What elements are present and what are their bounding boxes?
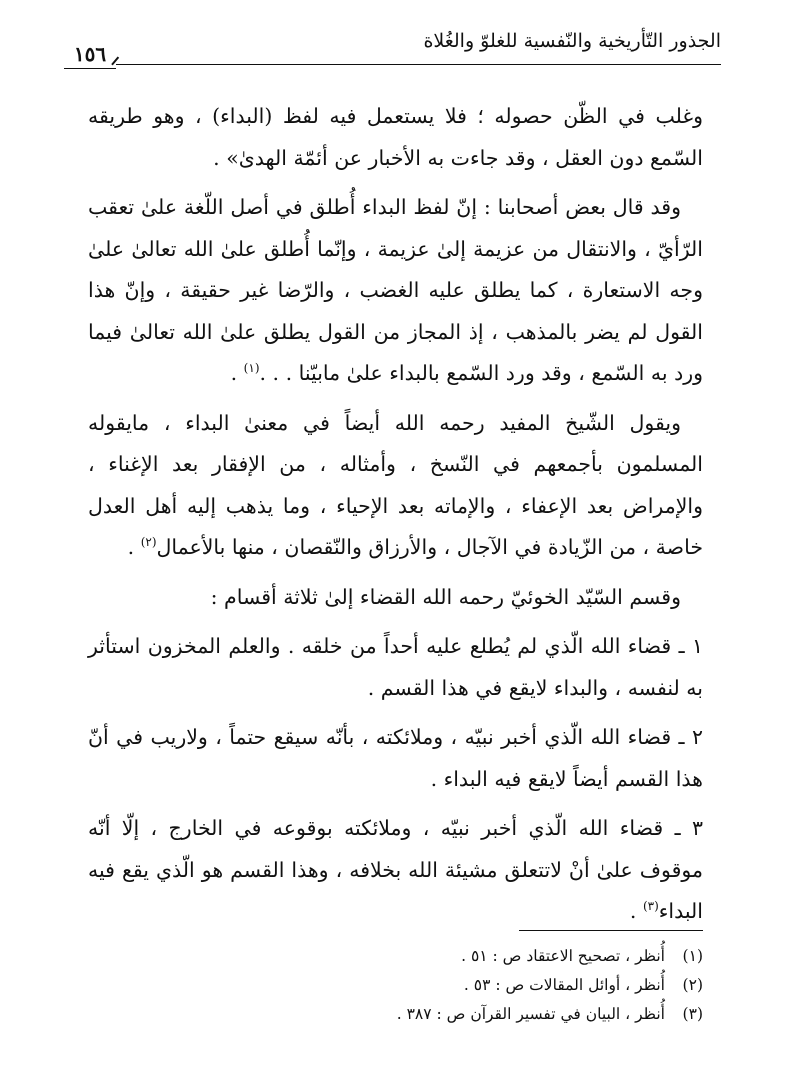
paragraph-text: وغلب في الظّن حصوله ؛ فلا يستعمل فيه لفظ (البداء) ، وهو طريقه السّمع دون العقل ، وقد جاءت به الأخبار عن أئمّة الهدىٰ» .	[88, 104, 703, 170]
list-item	[88, 626, 703, 709]
footnote-number: (٢)	[682, 976, 703, 994]
list-item-text: ٣ ـ قضاء الله الّذي أخبر نبيّه ، وملائكته بوقوعه في الخارج ، إلّا أنّه موقوف علىٰ أنْ لاتتعلق مشيئة الله بخلافه ، وهذا القسم هو الّذي يقع فيه البداء	[88, 816, 703, 923]
footnote-text: أُنظر ، أوائل المقالات ص : ٥٣ .	[463, 976, 665, 994]
page-number: ١٥٦	[64, 42, 116, 69]
footnote-number: (٣)	[682, 1005, 703, 1023]
list-item-text: ٢ ـ قضاء الله الّذي أخبر نبيّه ، وملائكته ، بأنّه سيقع حتماً ، ولاريب في أنّ هذا القسم أيضاً لايقع فيه البداء .	[88, 725, 703, 791]
running-title: الجذور التّأريخية والنّفسية للغلوّ والغُلاة	[423, 30, 721, 52]
footnote-ref: (٢)	[140, 535, 157, 550]
list-item	[88, 717, 703, 800]
footnote	[88, 971, 703, 1000]
header-rule	[116, 64, 721, 65]
footnote-rule	[519, 930, 703, 931]
paragraph	[88, 96, 703, 179]
footnotes	[88, 942, 703, 1029]
paragraph: ويقول الشّيخ المفيد رحمه الله أيضاً في معنىٰ البداء ، مايقوله المسلمون بأجمعهم في النّسخ ، وأمثاله ، من الإفقار بعد الإغناء ، والإمراض بعد الإعفاء ، والإماته بعد الإحياء ، وما يذهب إليه أهل العدل خاصة ، من الزّيادة في الآجال ، والأرزاق والنّقصان ، منها بالأعمال$^{(٢)}$ .	[88, 410, 703, 559]
page-header	[60, 28, 721, 74]
footnote	[88, 942, 703, 971]
paragraph: وقد قال بعض أصحابنا : إنّ لفظ البداء أُطلق في أصل اللّغة علىٰ تعقب الرّأيّ ، والانتقال من عزيمة إلىٰ عزيمة ، وإنّما أُطلق علىٰ الله تعالىٰ علىٰ وجه الاستعارة ، كما يطلق عليه الغضب ، والرّضا غير حقيقة ، وإنّ هذا القول لم يضر بالمذهب ، إذ المجاز من القول يطلق علىٰ الله تعالىٰ فيما ورد به السّمع ، وقد ورد السّمع بالبداء علىٰ مابيّنا . . .$^{(١)}$ .	[88, 195, 703, 385]
body-text	[88, 96, 703, 941]
footnote-number: (١)	[682, 947, 703, 965]
footnote-text: أُنظر ، تصحيح الاعتقاد ص : ٥١ .	[461, 947, 665, 965]
paragraph-text: ويقول الشّيخ المفيد رحمه الله أيضاً في معنىٰ البداء ، مايقوله المسلمون بأجمعهم في النّسخ ، وأمثاله ، من الإفقار بعد الإغناء ، والإمراض بعد الإعفاء ، والإماته بعد الإحياء ، وما يذهب إليه أهل العدل خاصة ، من الزّيادة في الآجال ، والأرزاق والنّقصان ، منها بالأعمال	[88, 410, 703, 559]
list-item: ٣ ـ قضاء الله الّذي أخبر نبيّه ، وملائكته بوقوعه في الخارج ، إلّا أنّه موقوف علىٰ أنْ لاتتعلق مشيئة الله بخلافه ، وهذا القسم هو الّذي يقع فيه البداء$^{(٣)}$ .	[88, 816, 703, 923]
footnote-ref: (٣)	[642, 899, 659, 914]
paragraph	[88, 577, 703, 619]
footnote-text: أُنظر ، البيان في تفسير القرآن ص : ٣٨٧ .	[396, 1005, 665, 1023]
list-item-text: ١ ـ قضاء الله الّذي لم يُطلع عليه أحداً من خلقه . والعلم المخزون استأثر به لنفسه ، والبداء لايقع في هذا القسم .	[88, 634, 703, 700]
footnote-ref: (١)	[243, 361, 260, 376]
paragraph-text: وقسم السّيّد الخوئيّ رحمه الله القضاء إلىٰ ثلاثة أقسام :	[210, 584, 681, 609]
footnote	[88, 1000, 703, 1029]
paragraph-text: وقد قال بعض أصحابنا : إنّ لفظ البداء أُطلق في أصل اللّغة علىٰ تعقب الرّأيّ ، والانتقال من عزيمة إلىٰ عزيمة ، وإنّما أُطلق علىٰ الله تعالىٰ علىٰ وجه الاستعارة ، كما يطلق عليه الغضب ، والرّضا غير حقيقة ، وإنّ هذا القول لم يضر بالمذهب ، إذ المجاز من القول يطلق علىٰ الله تعالىٰ فيما ورد به السّمع ، وقد ورد السّمع بالبداء علىٰ مابيّنا . . .	[88, 195, 703, 385]
